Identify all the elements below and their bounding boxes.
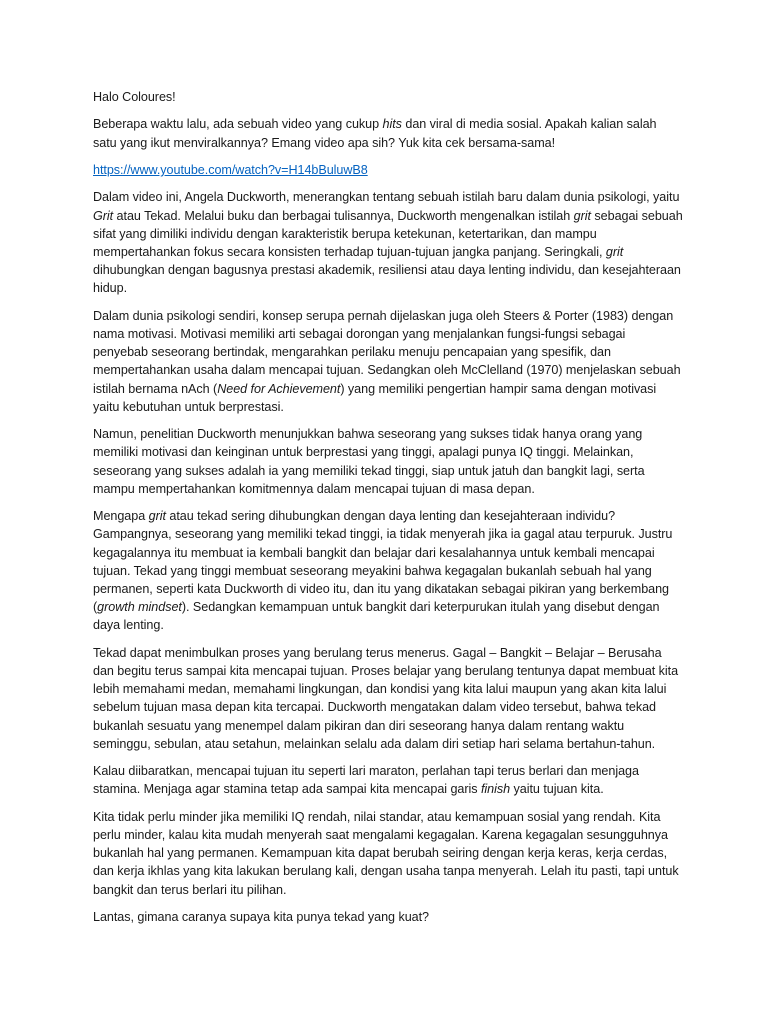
italic-term: growth mindset bbox=[97, 600, 182, 615]
document-page bbox=[93, 88, 683, 935]
video-link-paragraph bbox=[93, 161, 683, 179]
italic-term: Need for Achievement bbox=[217, 381, 341, 396]
paragraph-grit-definition: Dalam video ini, Angela Duckworth, menerangkan tentang sebuah istilah baru dalam dunia psikologi, yaitu Grit atau Tekad. Melalui buku dan berbagai tulisannya, Duckworth mengenalkan istilah grit sebagai sebuah sifat yang dimiliki individu dengan karakteristik berupa ketekunan, ketertarikan, dan mampu mempertahankan fokus secara konsisten terhadap tujuan-tujuan jangka panjang. Seringkali, grit dihubungkan dengan bagusnya prestasi akademik, resiliensi atau daya lenting individu, dan kesejahteraan hidup. bbox=[93, 190, 683, 296]
italic-term: hits bbox=[382, 117, 402, 132]
paragraph-research: Namun, penelitian Duckworth menunjukkan bahwa seseorang yang sukses tidak hanya orang yang memiliki motivasi dan keinginan untuk berprestasi yang tinggi, apalagi punya IQ tinggi. Melainkan, seseorang yang sukses adalah ia yang memiliki tekad tinggi, siap untuk jatuh dan bangkit lagi, serta mampu mempertahankan komitmennya dalam mencapai tujuan di masa depan. bbox=[93, 427, 645, 496]
paragraph-process: Tekad dapat menimbulkan proses yang berulang terus menerus. Gagal – Bangkit – Belajar – Berusaha dan begitu terus sampai kita mencapai tujuan. Proses belajar yang berulang tentunya dapat membuat kita lebih memahami medan, memahami lingkungan, dan kondisi yang kita lalui maupun yang akan kita lalui sebelum tujuan masa depan kita tercapai. Duckworth mengatakan dalam video tersebut, bahwa tekad bukanlah sesuatu yang menempel dalam pikiran dan diri seseorang hanya dalam rentang waktu seminggu, sebulan, atau setahun, melainkan selalu ada dalam diri setiap hari selama bertahun-tahun. bbox=[93, 645, 679, 751]
paragraph-marathon: Kalau diibaratkan, mencapai tujuan itu seperti lari maraton, perlahan tapi terus berlari dan menjaga stamina. Menjaga agar stamina tetap ada sampai kita mencapai garis finish yaitu tujuan kita. bbox=[93, 764, 639, 797]
italic-term: grit bbox=[148, 509, 166, 524]
youtube-link[interactable]: https://www.youtube.com/watch?v=H14bBuluwB8 bbox=[93, 162, 368, 177]
paragraph-motivation: Dalam dunia psikologi sendiri, konsep serupa pernah dijelaskan juga oleh Steers & Porter (1983) dengan nama motivasi. Motivasi memiliki arti sebagai dorongan yang menjalankan fungsi-fungsi sebagai penyebab seseorang bertindak, mengarahkan perilaku menuju pencapaian yang spesifik, dan mempertahankan usaha dalam mencapai tujuan. Sedangkan oleh McClelland (1970) menjelaskan sebuah istilah bernama nAch (Need for Achievement) yang memiliki pengertian hampir sama dengan motivasi yaitu kebutuhan untuk berprestasi. bbox=[93, 308, 681, 414]
italic-term: finish bbox=[480, 782, 511, 797]
italic-term: grit bbox=[605, 244, 624, 259]
greeting: Halo Coloures! bbox=[93, 90, 176, 104]
closing-question: Lantas, gimana caranya supaya kita punya tekad yang kuat? bbox=[93, 910, 430, 924]
italic-term: grit bbox=[573, 208, 591, 223]
paragraph-effort: Kita tidak perlu minder jika memiliki IQ rendah, nilai standar, atau kemampuan sosial yang rendah. Kita perlu minder, kalau kita mudah menyerah saat mengalami kegagalan. Karena kegagalan sesungguhnya bukanlah hal yang permanen. Kemampuan kita dapat berubah seiring dengan kerja keras, kerja cerdas, dan kerja ikhlas yang kita lakukan berulang kali, dengan usaha tanpa menyerah. Lelah itu pasti, tapi untuk bangkit dan terus berlari itu pilihan. bbox=[93, 809, 679, 897]
intro-paragraph: Beberapa waktu lalu, ada sebuah video yang cukup hits dan viral di media sosial. Apakah kalian salah satu yang ikut menviralkannya? Emang video apa sih? Yuk kita cek bersama-sama! bbox=[93, 117, 657, 150]
paragraph-resilience: Mengapa grit atau tekad sering dihubungkan dengan daya lenting dan kesejahteraan individu? Gampangnya, seseorang yang memiliki tekad tinggi, ia tidak menyerah jika ia gagal atau terpuruk. Justru kegagalannya itu membuat ia kembali bangkit dan belajar dari kesalahannya untuk kembali mencapai tujuan. Tekad yang tinggi membuat seseorang meyakini bahwa kegagalan bukanlah sebuah hal yang permanen, seperti kata Duckworth di video itu, dan itu yang dikatakan sebagai pikiran yang berkembang (growth mindset). Sedangkan kemampuan untuk bangkit dari keterpurukan itulah yang disebut dengan daya lenting. bbox=[93, 509, 673, 633]
italic-term: Grit bbox=[93, 208, 114, 223]
